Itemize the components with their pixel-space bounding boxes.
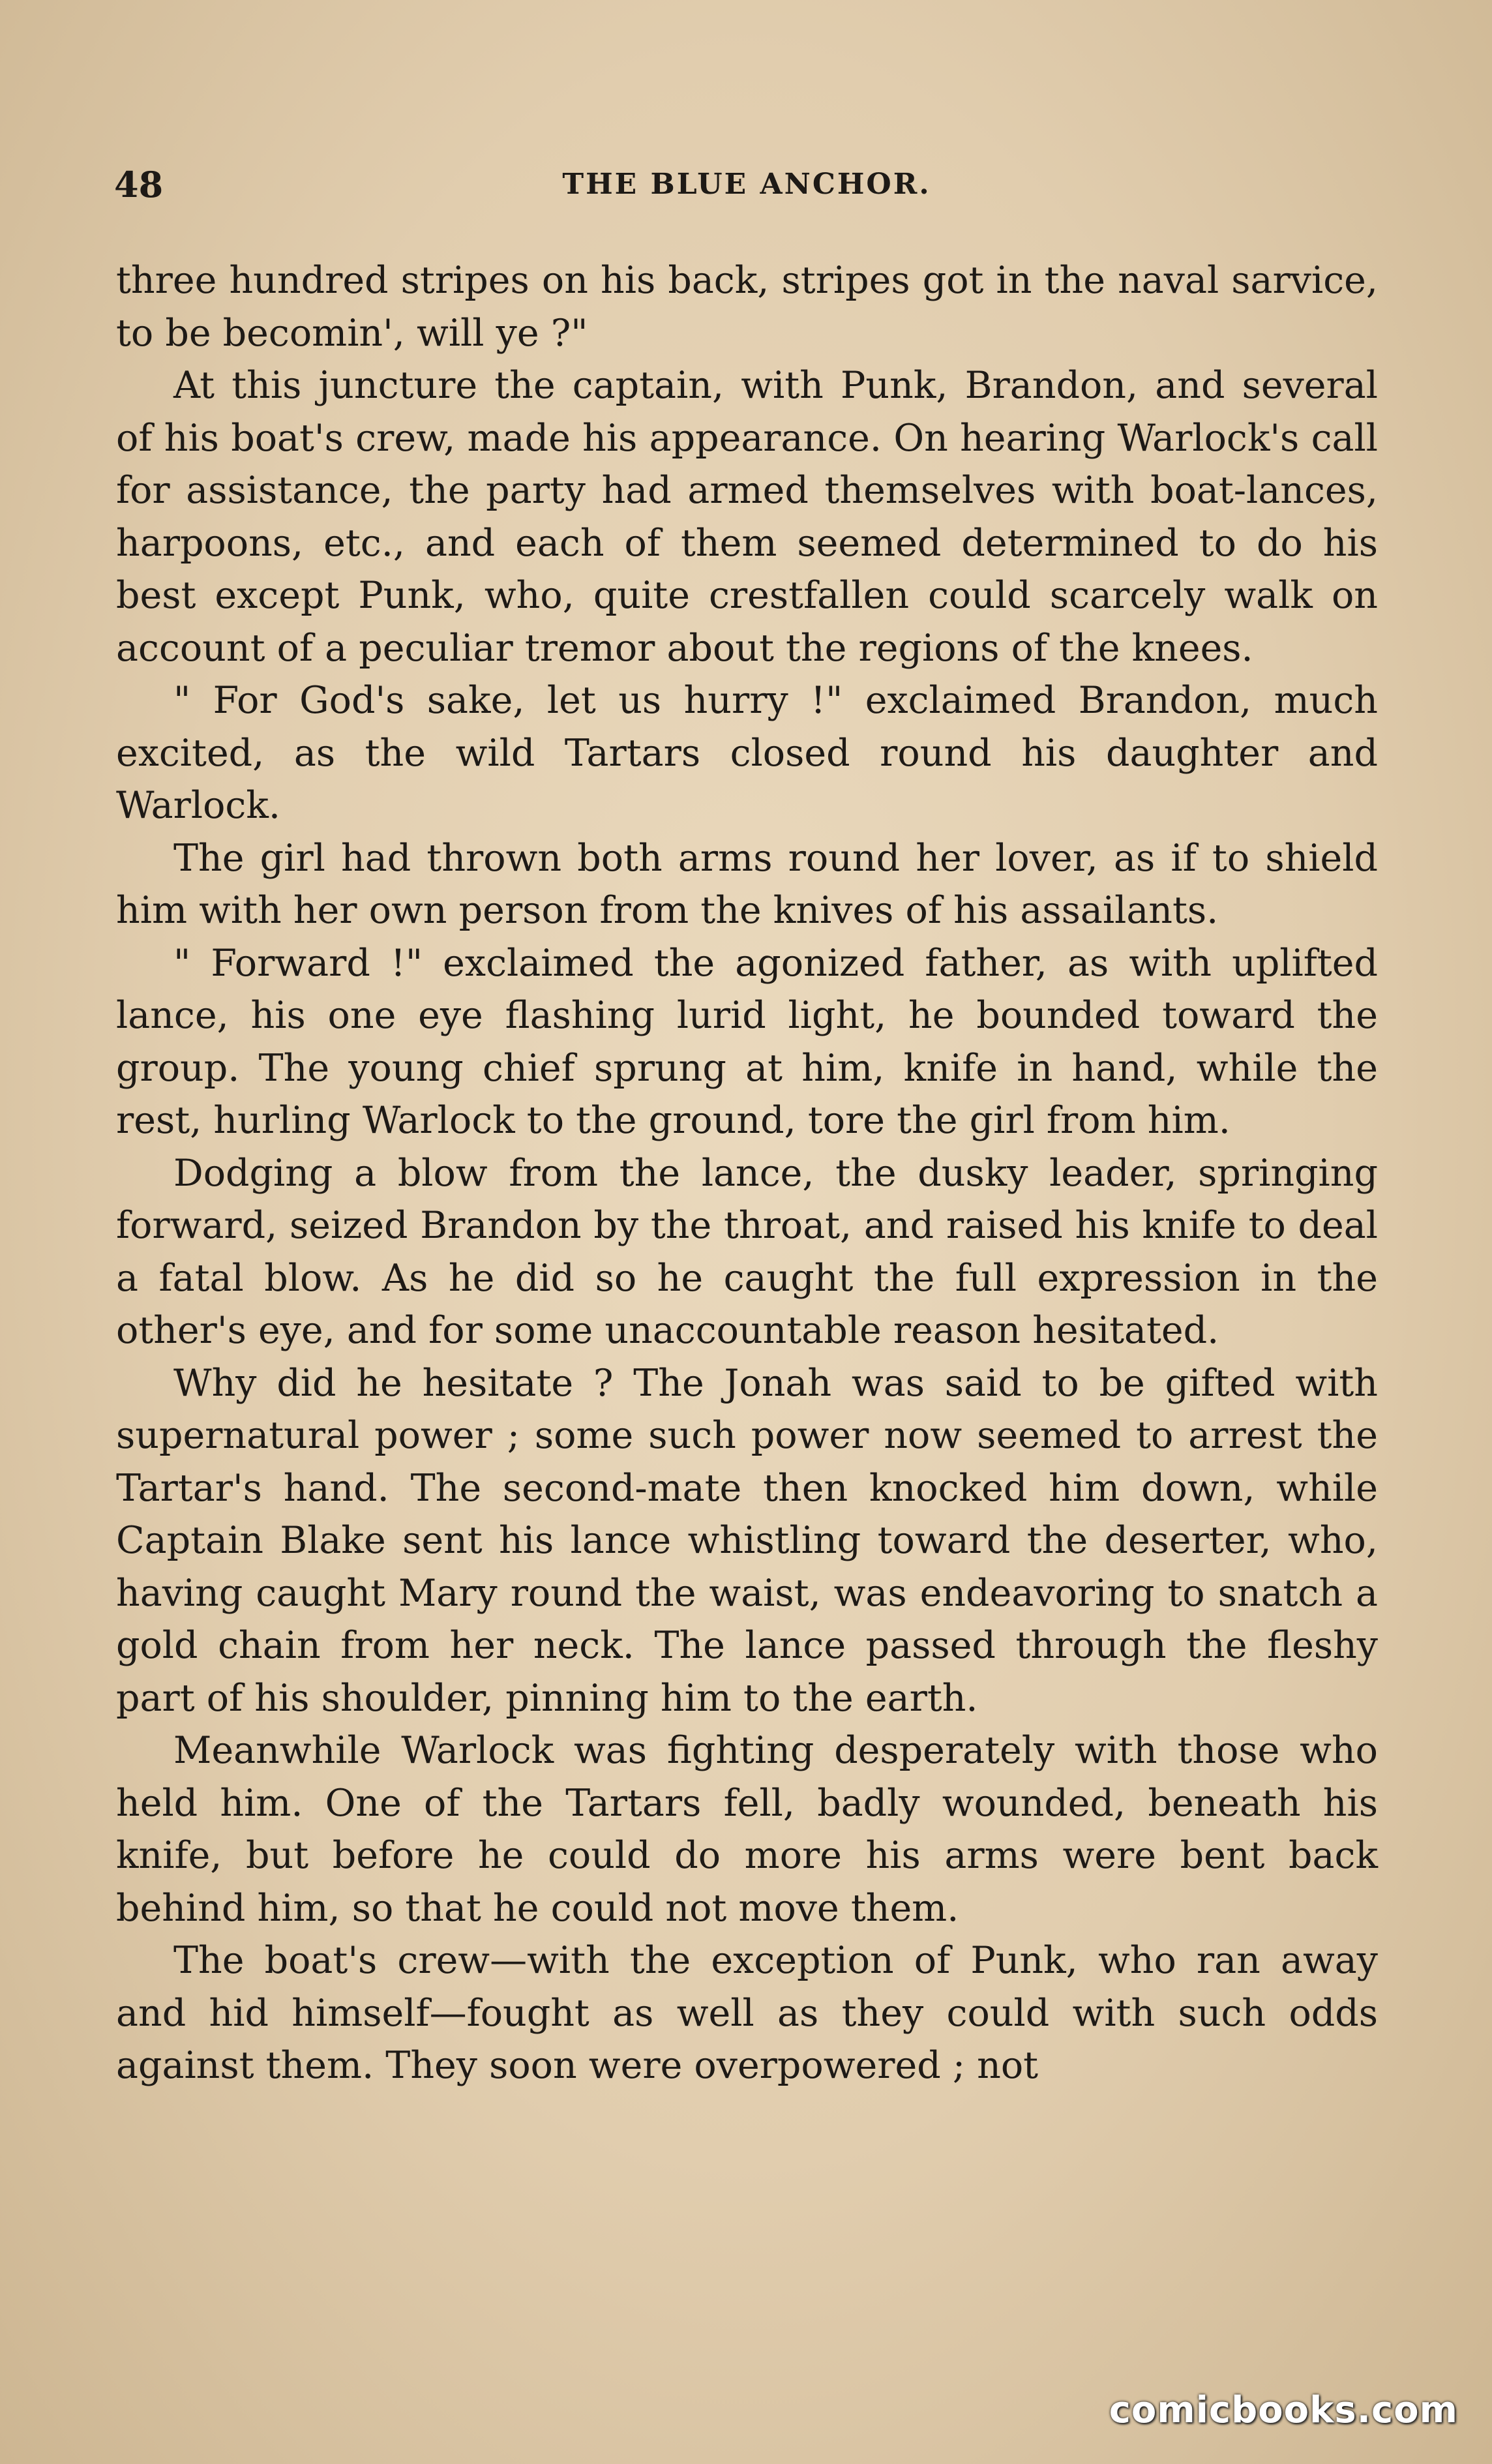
- page-number: 48: [114, 164, 164, 205]
- body-text: [116, 254, 1378, 2092]
- page-header: [114, 155, 1379, 214]
- paragraph: three hundred stripes on his back, stripes got in the naval sarvice, to be becomin', will ye ?": [116, 259, 1378, 355]
- paragraph: Meanwhile Warlock was fighting desperately with those who held him. One of the Tartars fell, badly wounded, beneath his knife, but before he could do more his arms were bent back behind him, so that he could not move them.: [116, 1729, 1378, 1930]
- paragraph: " For God's sake, let us hurry !" exclaimed Brandon, much excited, as the wild Tartars closed round his daughter and Warlock.: [116, 679, 1378, 827]
- site-watermark: comicbooks.com: [1109, 2389, 1458, 2431]
- running-title: THE BLUE ANCHOR.: [562, 168, 931, 201]
- paragraph: At this juncture the captain, with Punk, Brandon, and several of his boat's crew, made his appearance. On hearing Warlock's call for assistance, the party had armed themselves with boat-lances, harpoons, etc., and each of them seemed determined to do his best except Punk, who, quite crestfallen could scarcely walk on account of a peculiar tremor about the regions of the knees.: [116, 364, 1378, 670]
- paragraph: Dodging a blow from the lance, the dusky leader, springing forward, seized Brandon by the throat, and raised his knife to deal a fatal blow. As he did so he caught the full expression in the other's eye, and for some unaccountable reason hesitated.: [116, 1151, 1378, 1352]
- paragraph: Why did he hesitate ? The Jonah was said to be gifted with supernatural power ; some such power now seemed to arrest the Tartar's hand. The second-mate then knocked him down, while Captain Blake sent his lance whistling toward the deserter, who, having caught Mary round the waist, was endeavoring to snatch a gold chain from her neck. The lance passed through the fleshy part of his shoulder, pinning him to the earth.: [116, 1361, 1378, 1720]
- paragraph: The girl had thrown both arms round her lover, as if to shield him with her own person from the knives of his assailants.: [116, 836, 1378, 932]
- paragraph: " Forward !" exclaimed the agonized father, as with uplifted lance, his one eye flashing lurid light, he bounded toward the group. The young chief sprung at him, knife in hand, while the rest, hurling Warlock to the ground, tore the girl from him.: [116, 941, 1378, 1142]
- paragraph: The boat's crew—with the exception of Punk, who ran away and hid himself—fought as well as they could with such odds against them. They soon were overpowered ; not: [116, 1939, 1378, 2087]
